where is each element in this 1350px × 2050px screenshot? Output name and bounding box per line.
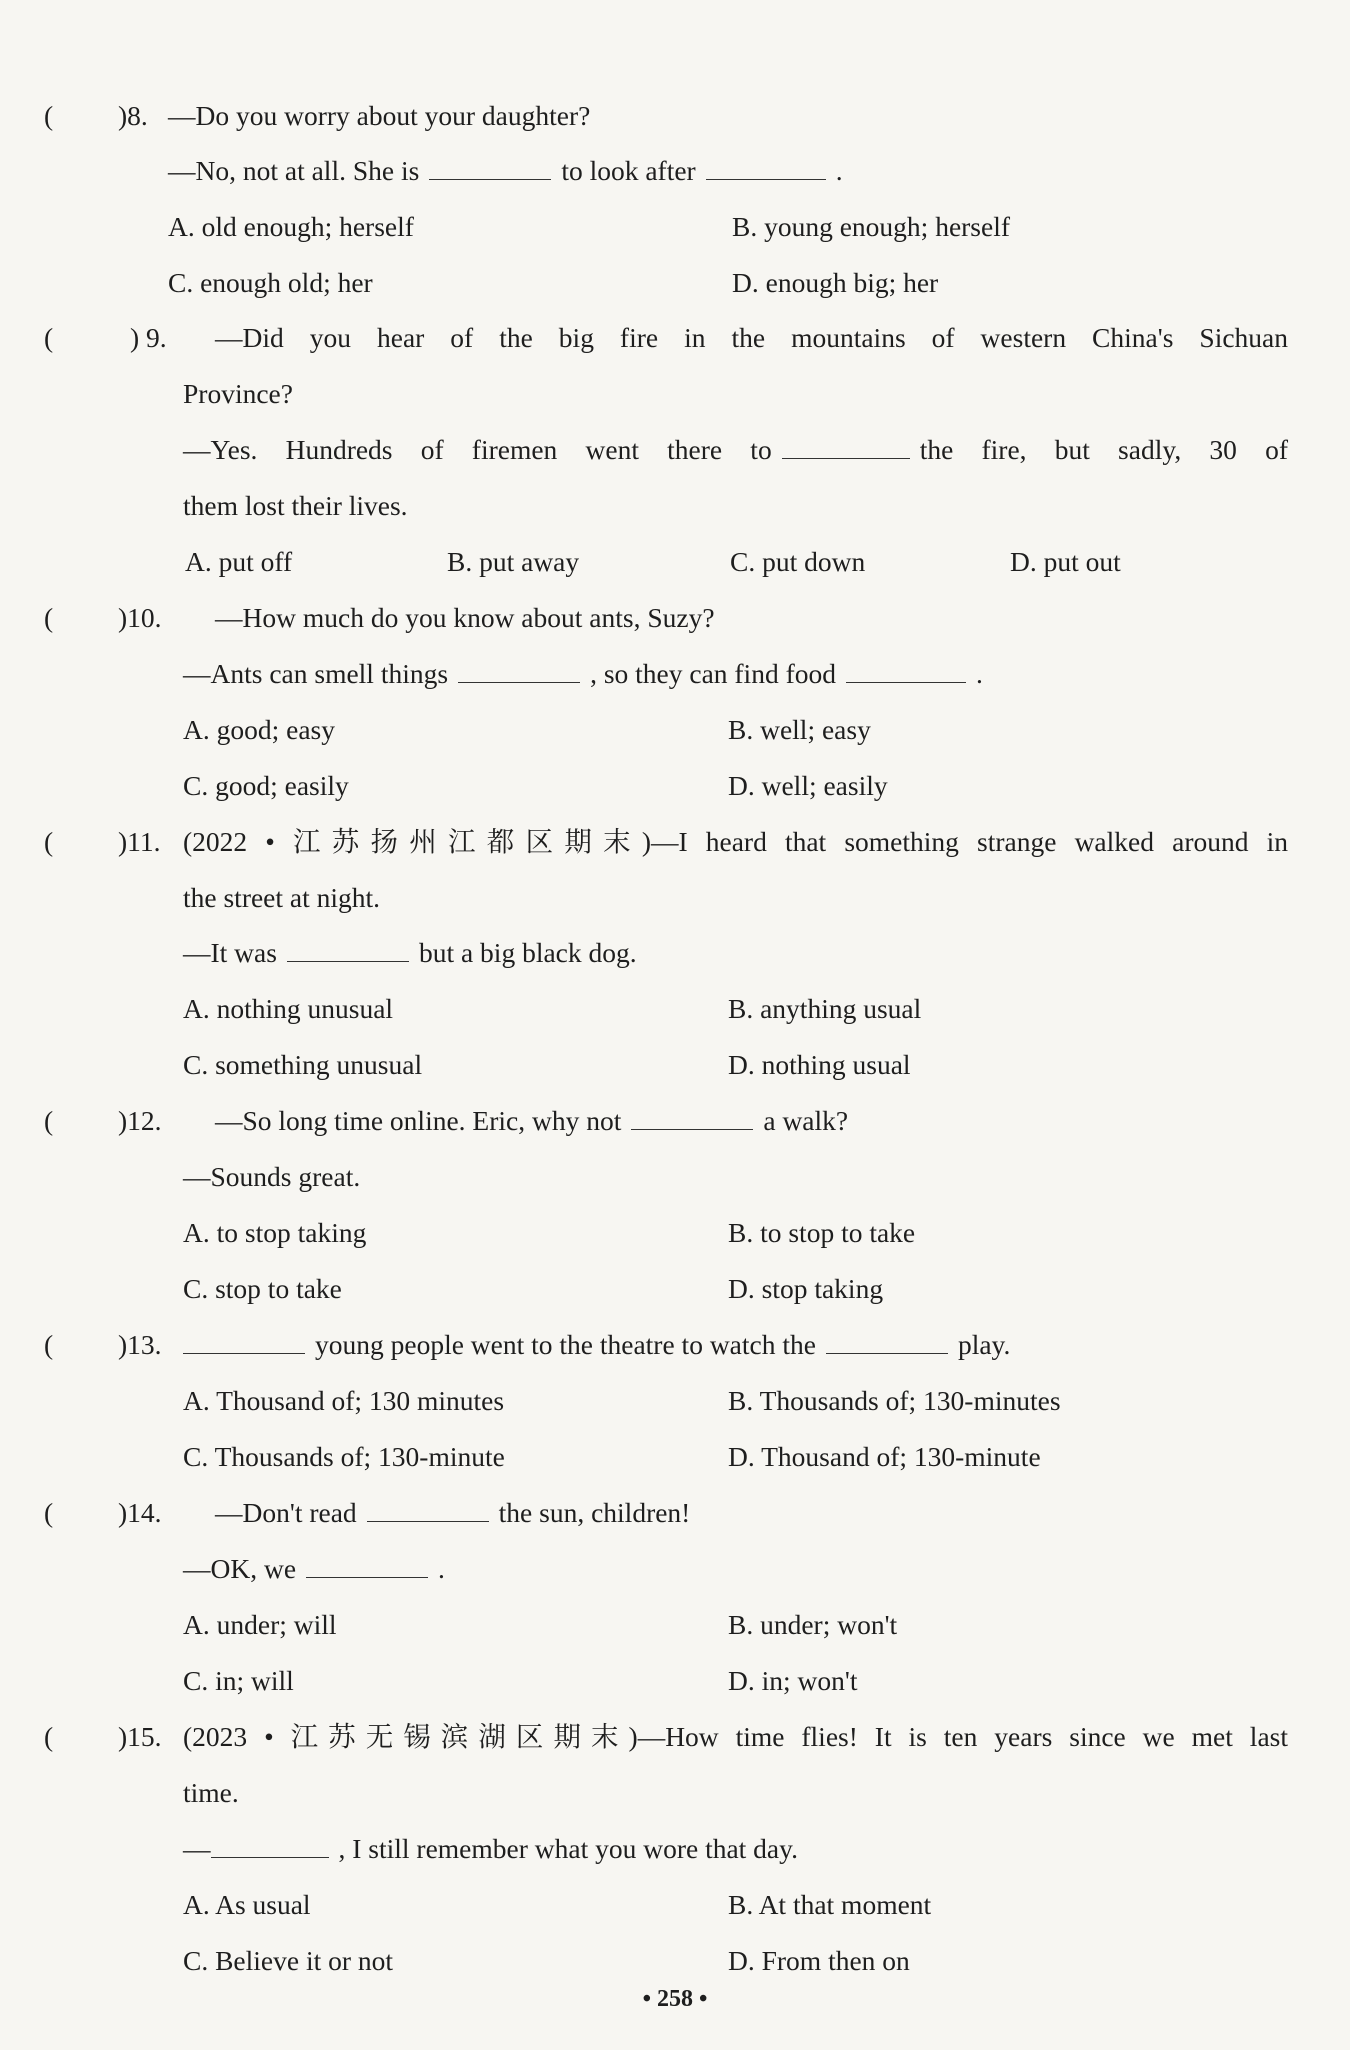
question-stem: —Do you worry about your daughter? <box>168 100 591 131</box>
answer-blank <box>429 159 551 180</box>
question-number: )13. <box>118 1329 162 1360</box>
answer-blank <box>183 1333 305 1354</box>
question-stem-cont: time. <box>183 1777 239 1808</box>
options-row <box>0 1933 1350 1989</box>
answer-paren: ( <box>44 1329 54 1360</box>
option-d[interactable]: D. well; easily <box>728 770 888 801</box>
question-15 <box>0 1709 1350 1765</box>
answer-blank <box>287 941 409 962</box>
option-c[interactable]: C. good; easily <box>183 770 349 801</box>
options-row <box>0 255 1350 311</box>
options-row <box>0 1037 1350 1093</box>
question-number: )11. <box>118 826 161 857</box>
option-c[interactable]: C. enough old; her <box>168 267 373 298</box>
option-a[interactable]: A. under; will <box>183 1609 337 1640</box>
answer-paren: ( <box>44 1721 54 1752</box>
question-stem: (2023 • 江苏无锡滨湖区期末)—How time flies! It is ten years since we met last <box>183 1721 1288 1752</box>
answer-blank <box>631 1109 753 1130</box>
question-14: ( )14. —Don't read the sun, children! <box>0 1485 1350 1541</box>
options-row <box>0 758 1350 814</box>
option-c[interactable]: C. Thousands of; 130-minute <box>183 1441 505 1472</box>
question-reply: —OK, we . <box>183 1553 445 1584</box>
answer-paren: ( <box>44 826 54 857</box>
answer-paren: ( <box>44 1105 54 1136</box>
option-b[interactable]: B. to stop to take <box>728 1217 916 1248</box>
options-row <box>0 1877 1350 1933</box>
option-d[interactable]: D. in; won't <box>728 1665 858 1696</box>
answer-blank <box>846 662 966 683</box>
question-number: )12. <box>118 1105 162 1136</box>
question-reply: —No, not at all. She is to look after . <box>168 155 843 186</box>
option-a[interactable]: A. old enough; herself <box>168 211 414 242</box>
answer-blank <box>826 1333 948 1354</box>
option-c[interactable]: C. in; will <box>183 1665 294 1696</box>
question-8 <box>0 88 1350 144</box>
options-row <box>0 1653 1350 1709</box>
option-b[interactable]: B. Thousands of; 130-minutes <box>728 1385 1061 1416</box>
option-a[interactable]: A. put off <box>185 546 293 577</box>
answer-blank <box>458 662 580 683</box>
option-c[interactable]: C. put down <box>730 546 866 577</box>
options-row <box>0 1261 1350 1317</box>
option-a[interactable]: A. nothing unusual <box>183 993 394 1024</box>
option-d[interactable]: D. Thousand of; 130-minute <box>728 1441 1041 1472</box>
option-c[interactable]: C. something unusual <box>183 1049 423 1080</box>
question-stem-cont: the street at night. <box>183 882 381 913</box>
options-row <box>0 702 1350 758</box>
options-row <box>0 199 1350 255</box>
question-stem: —How much do you know about ants, Suzy? <box>215 602 715 633</box>
option-c[interactable]: C. Believe it or not <box>183 1945 394 1976</box>
question-number: )8. <box>118 100 148 131</box>
question-stem: (2022 • 江苏扬州江都区期末)—I heard that something strange walked around in <box>183 826 1288 857</box>
options-row <box>0 534 1350 590</box>
option-a[interactable]: A. As usual <box>183 1889 311 1920</box>
answer-blank <box>706 159 826 180</box>
option-b[interactable]: B. under; won't <box>728 1609 898 1640</box>
question-11 <box>0 814 1350 870</box>
question-reply: — , I still remember what you wore that day. <box>183 1833 798 1864</box>
question-13: ( )13. young people went to the theatre to watch the play. <box>0 1317 1350 1373</box>
question-9 <box>0 310 1350 366</box>
question-stem-cont: Province? <box>183 378 293 409</box>
question-number: ) 9. <box>130 322 167 353</box>
question-number: )14. <box>118 1497 162 1528</box>
question-stem: —Did you hear of the big fire in the mountains of western China's Sichuan <box>215 322 1288 353</box>
option-d[interactable]: D. put out <box>1010 546 1121 577</box>
options-row <box>0 1205 1350 1261</box>
question-reply: —Ants can smell things , so they can find food . <box>183 658 983 689</box>
page-number: • 258 • <box>642 1986 708 2012</box>
question-reply-cont: them lost their lives. <box>183 490 408 521</box>
option-b[interactable]: B. young enough; herself <box>732 211 1011 242</box>
option-b[interactable]: B. well; easy <box>728 714 871 745</box>
question-10 <box>0 590 1350 646</box>
options-row <box>0 1429 1350 1485</box>
option-a[interactable]: A. Thousand of; 130 minutes <box>183 1385 505 1416</box>
option-b[interactable]: B. put away <box>447 546 580 577</box>
question-number: )10. <box>118 602 162 633</box>
option-a[interactable]: A. good; easy <box>183 714 335 745</box>
answer-paren: ( <box>44 100 54 131</box>
question-number: )15. <box>118 1721 162 1752</box>
answer-paren: ( <box>44 1497 54 1528</box>
option-b[interactable]: B. anything usual <box>728 993 922 1024</box>
answer-paren: ( <box>44 322 54 353</box>
answer-paren: ( <box>44 602 54 633</box>
options-row <box>0 1597 1350 1653</box>
answer-blank <box>211 1837 329 1858</box>
answer-blank <box>782 438 910 459</box>
option-b[interactable]: B. At that moment <box>728 1889 932 1920</box>
question-reply: —Yes. Hundreds of firemen went there to the fire, but sadly, 30 of <box>183 434 1288 465</box>
question-reply: —It was but a big black dog. <box>183 937 637 968</box>
option-c[interactable]: C. stop to take <box>183 1273 342 1304</box>
options-row <box>0 1373 1350 1429</box>
option-d[interactable]: D. enough big; her <box>732 267 939 298</box>
option-a[interactable]: A. to stop taking <box>183 1217 367 1248</box>
options-row <box>0 981 1350 1037</box>
question-reply: —Sounds great. <box>183 1161 361 1192</box>
option-d[interactable]: D. stop taking <box>728 1273 884 1304</box>
option-d[interactable]: D. From then on <box>728 1945 910 1976</box>
option-d[interactable]: D. nothing usual <box>728 1049 911 1080</box>
answer-blank <box>306 1557 428 1578</box>
answer-blank <box>367 1501 489 1522</box>
question-12: ( )12. —So long time online. Eric, why not a walk? <box>0 1093 1350 1149</box>
